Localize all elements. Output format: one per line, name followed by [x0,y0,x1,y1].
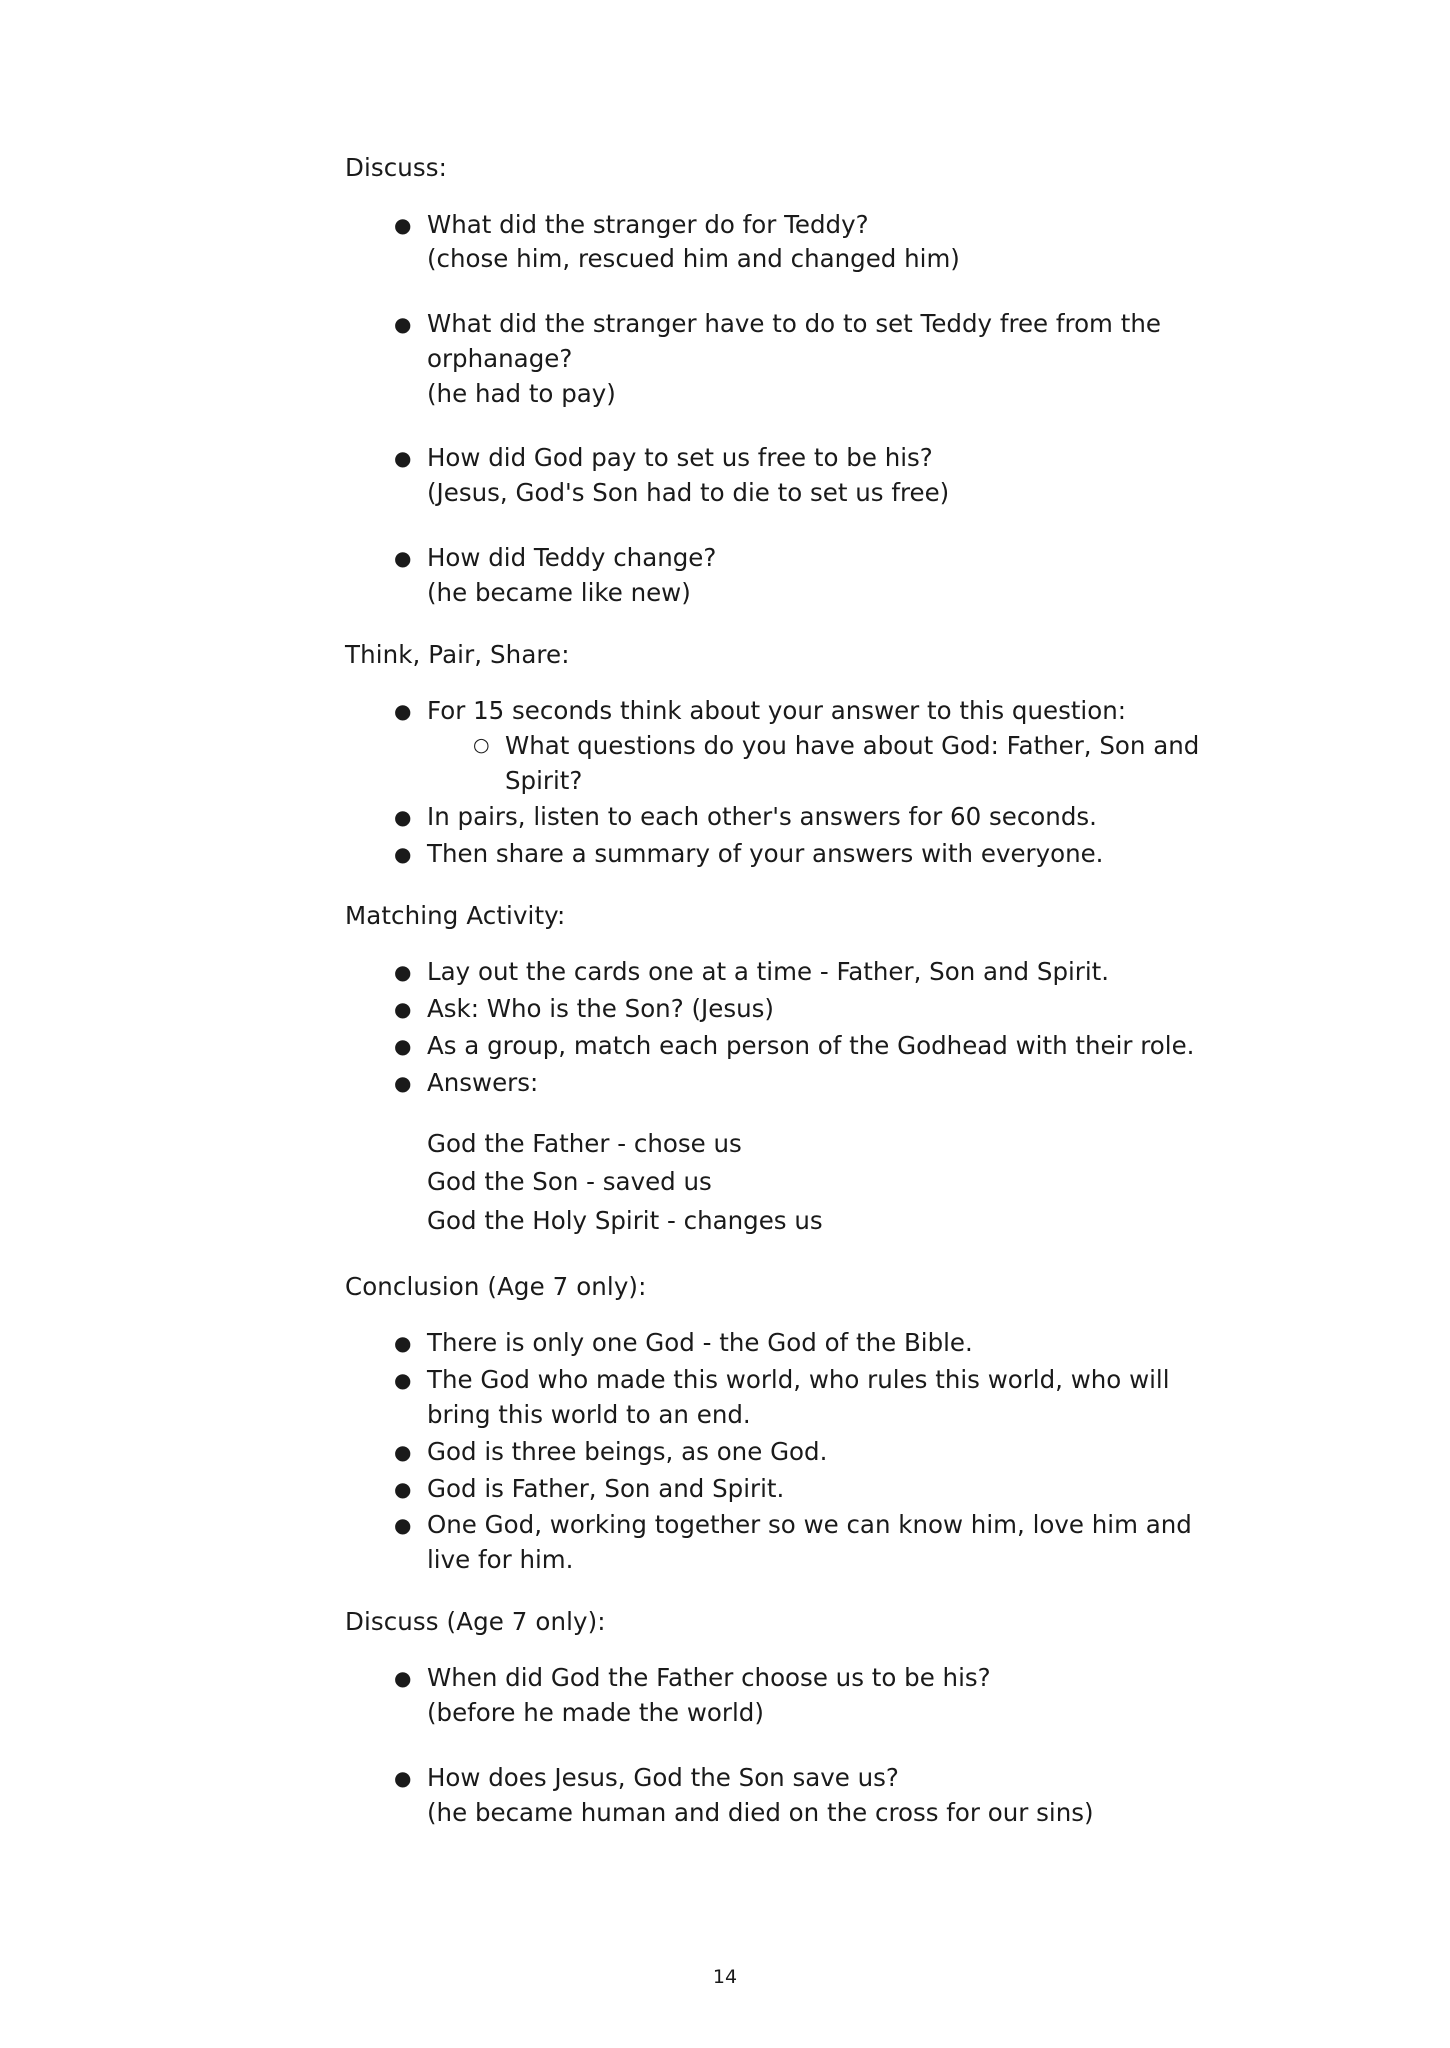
list-item-line: How did God pay to set us free to be his? [427,443,933,473]
sub-list-item-line: What questions do you have about God: Father, Son and Spirit? [505,730,1200,795]
section-think-pair-share [345,637,1240,872]
bullet-icon: ● [394,1368,412,1393]
list-item [394,1363,1240,1433]
bullet-icon: ● [394,1331,412,1356]
list-item-line: (chose him, rescued him and changed him) [427,244,960,274]
list-item-line: When did God the Father choose us to be his? [427,1663,991,1693]
list-item-line: (he had to pay) [427,378,616,408]
section-heading: Think, Pair, Share: [345,639,570,669]
list-item-line: For 15 seconds think about your answer to this question: [427,696,1127,726]
list-item [394,1761,1240,1831]
list-item [394,1508,1240,1578]
bullet-list [345,1326,1240,1577]
list-item-line: God is three beings, as one God. [427,1436,828,1466]
bullet-icon: ● [394,1666,412,1691]
list-item [394,541,1240,611]
list-item [394,441,1240,511]
list-item [394,955,1240,990]
list-item [394,1472,1240,1507]
list-item-line: (he became human and died on the cross for our sins) [427,1797,1094,1827]
list-item-line: (before he made the world) [427,1698,764,1728]
list-item [394,837,1240,872]
sub-bullet-list [427,729,1240,799]
list-item [394,992,1240,1027]
list-item-line: How does Jesus, God the Son save us? [427,1763,899,1793]
list-item-line: (Jesus, God's Son had to die to set us free) [427,478,950,508]
list-item-line: God is Father, Son and Spirit. [427,1473,785,1503]
section-matching-activity [345,898,1240,1239]
answer-line: God the Father - chose us [427,1128,742,1158]
list-item-line: What did the stranger have to do to set Teddy free from the orphanage? [427,309,1161,373]
bullet-icon: ● [394,212,412,237]
section-heading: Discuss: [345,153,448,182]
list-item [394,1066,1240,1239]
bullet-icon: ● [394,1439,412,1464]
list-item-line: As a group, match each person of the Godhead with their role. [427,1031,1195,1061]
bullet-icon: ● [394,1766,412,1791]
list-item-line: Ask: Who is the Son? (Jesus) [427,994,774,1024]
list-item-line: There is only one God - the God of the Bible. [427,1328,973,1358]
sub-list-item [473,729,1240,799]
bullet-list [345,955,1240,1238]
list-item-line: The God who made this world, who rules this world, who will bring this world to an end. [427,1365,1170,1430]
bullet-icon: ● [394,997,412,1022]
bullet-icon: ● [394,1513,412,1538]
list-item [394,694,1240,798]
list-item-line: How did Teddy change? [427,542,717,572]
list-item-line: (he became like new) [427,577,691,607]
section-heading: Discuss (Age 7 only): [345,1606,606,1636]
bullet-icon: ● [394,1034,412,1059]
bullet-icon: ● [394,312,412,337]
list-item [394,1326,1240,1361]
answer-line: God the Holy Spirit - changes us [427,1206,823,1236]
list-item [394,208,1240,278]
section-conclusion [345,1269,1240,1578]
page-number: 14 [712,1966,738,1988]
bullet-icon: ● [394,960,412,985]
list-item [394,1029,1240,1064]
bullet-icon: ● [394,805,412,830]
section-discuss-age7 [345,1604,1240,1831]
answers-block [427,1127,1240,1239]
bullet-list [345,208,1240,611]
bullet-icon: ● [394,842,412,867]
list-item-line: In pairs, listen to each other's answers for 60 seconds. [427,802,1097,832]
bullet-list [345,694,1240,872]
bullet-icon: ● [394,1476,412,1501]
list-item-line: Answers: [427,1067,539,1097]
list-item [394,1435,1240,1470]
bullet-list [345,1661,1240,1830]
bullet-icon: ● [394,699,412,724]
answer-line: God the Son - saved us [427,1167,712,1197]
list-item-line: One God, working together so we can know him, love him and live for him. [427,1510,1192,1575]
list-item [394,307,1240,411]
section-heading: Conclusion (Age 7 only): [345,1271,647,1301]
bullet-icon: ● [394,545,412,570]
bullet-icon: ● [394,1070,412,1095]
section-heading: Matching Activity: [345,900,566,930]
list-item-line: What did the stranger do for Teddy? [427,209,869,239]
list-item-line: Lay out the cards one at a time - Father, Son and Spirit. [427,957,1110,987]
list-item-line: Then share a summary of your answers with everyone. [427,839,1104,869]
list-item [394,800,1240,835]
list-item [394,1661,1240,1731]
sub-bullet-icon: ○ [473,733,490,756]
bullet-icon: ● [394,446,412,471]
section-discuss [345,150,1240,611]
